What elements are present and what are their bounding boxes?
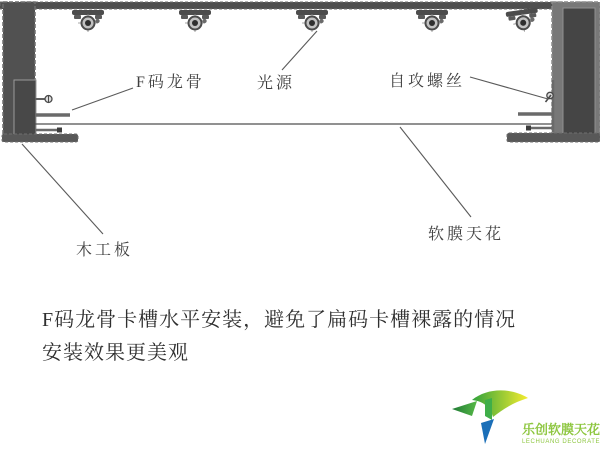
ceiling-light-icon (72, 10, 104, 32)
soft-film-leader (400, 127, 471, 217)
ceiling-light-icon (296, 10, 328, 32)
screw-label: 自攻螺丝 (389, 73, 466, 90)
ceiling-light-icon (179, 10, 211, 32)
wood-board-edge (14, 80, 36, 137)
caption-line2: 安装效果更美观 (42, 342, 189, 364)
ceiling-light-icon (506, 8, 541, 34)
logo-mark-icon (450, 386, 532, 448)
leader-lines (22, 31, 548, 234)
soft-film-label: 软膜天花 (428, 226, 505, 243)
caption-line1: F码龙骨卡槽水平安装，避免了扁码卡槽裸露的情况 (42, 309, 517, 331)
light-leader (282, 31, 317, 70)
brand-name-en: LECHUANG DECORATE (522, 439, 600, 445)
wood-board-leader (22, 144, 103, 234)
f-keel-leader (72, 88, 133, 110)
left-bottom-board (2, 134, 78, 142)
light-source-label: 光源 (257, 75, 296, 92)
ceiling-slab (0, 2, 600, 9)
right-bottom-board (507, 133, 600, 142)
caption (42, 304, 516, 370)
left-wall (2, 2, 78, 142)
brand-name-cn: 乐创软膜天花 (522, 422, 600, 437)
f-keel-label: F码龙骨 (136, 74, 205, 91)
brand-logo (450, 386, 600, 448)
screw-icon (35, 96, 52, 103)
wood-board-label: 木工板 (76, 242, 134, 259)
screw-leader (470, 77, 548, 99)
ceiling-light-icon (416, 10, 448, 32)
